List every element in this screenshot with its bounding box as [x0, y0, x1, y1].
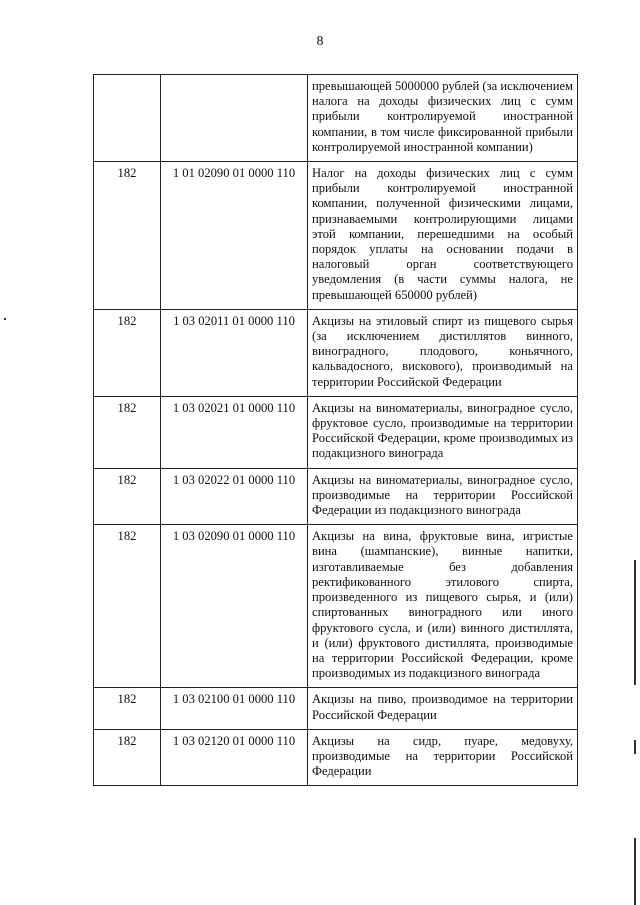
scan-dot-mark: [4, 318, 6, 320]
scan-edge-mark: [634, 740, 636, 754]
description-cell: Акцизы на пиво, производимое на территории Российской Федерации: [308, 688, 578, 729]
table-row: [94, 162, 578, 310]
budget-code-cell: 1 03 02021 01 0000 110: [161, 396, 308, 468]
description-cell: Акцизы на вина, фруктовые вина, игристые вина (шампанские), винные напитки, изготавливаемые без добавления ректификованного этилового спирта, произведенного из пищевого сырья, и (или) спиртованных виноградного или иного фруктового сусла, и (или) винного дистиллята, и (или) фруктового дистиллята, производимые на территории Российской Федерации, кроме производимых из подакцизного винограда: [308, 525, 578, 688]
table-row: [94, 309, 578, 396]
description-cell: Акцизы на виноматериалы, виноградное сусло, фруктовое сусло, производимые на территории Российской Федерации, кроме производимых из подакцизного винограда: [308, 396, 578, 468]
revenue-codes-table: [93, 74, 578, 786]
description-cell: Акцизы на сидр, пуаре, медовуху, производимые на территории Российской Федерации: [308, 729, 578, 786]
scan-edge-mark: [634, 838, 636, 905]
table-row: [94, 468, 578, 525]
budget-code-cell: 1 03 02120 01 0000 110: [161, 729, 308, 786]
budget-code-cell: 1 03 02100 01 0000 110: [161, 688, 308, 729]
scan-edge-mark: [634, 560, 636, 685]
admin-code-cell: 182: [94, 309, 161, 396]
page-number: 8: [316, 34, 324, 49]
admin-code-cell: 182: [94, 468, 161, 525]
table-row: [94, 75, 578, 162]
budget-code-cell: 1 03 02011 01 0000 110: [161, 309, 308, 396]
admin-code-cell: 182: [94, 688, 161, 729]
budget-code-cell: 1 03 02022 01 0000 110: [161, 468, 308, 525]
description-cell: Акцизы на виноматериалы, виноградное сусло, производимые на территории Российской Федерации из подакцизного винограда: [308, 468, 578, 525]
table-row: [94, 729, 578, 786]
budget-code-cell: [161, 75, 308, 162]
description-cell: превышающей 5000000 рублей (за исключением налога на доходы физических лиц с сумм прибыли контролируемой иностранной компании, в том числе фиксированной прибыли контролируемой иностранной компании): [308, 75, 578, 162]
table-row: [94, 525, 578, 688]
budget-code-cell: 1 01 02090 01 0000 110: [161, 162, 308, 310]
admin-code-cell: 182: [94, 525, 161, 688]
description-cell: Акцизы на этиловый спирт из пищевого сырья (за исключением дистиллятов винного, виноградного, плодового, коньячного, кальвадосного, вискового), производимый на территории Российской Федерации: [308, 309, 578, 396]
table-row: [94, 688, 578, 729]
budget-code-cell: 1 03 02090 01 0000 110: [161, 525, 308, 688]
admin-code-cell: [94, 75, 161, 162]
admin-code-cell: 182: [94, 396, 161, 468]
description-cell: Налог на доходы физических лиц с сумм прибыли контролируемой иностранной компании, полученной физическими лицами, признаваемыми контролирующими лицами этой компании, перешедшими на особый порядок уплаты на основании подачи в налоговый орган соответствующего уведомления (в части суммы налога, не превышающей 650000 рублей): [308, 162, 578, 310]
admin-code-cell: 182: [94, 162, 161, 310]
table-row: [94, 396, 578, 468]
admin-code-cell: 182: [94, 729, 161, 786]
